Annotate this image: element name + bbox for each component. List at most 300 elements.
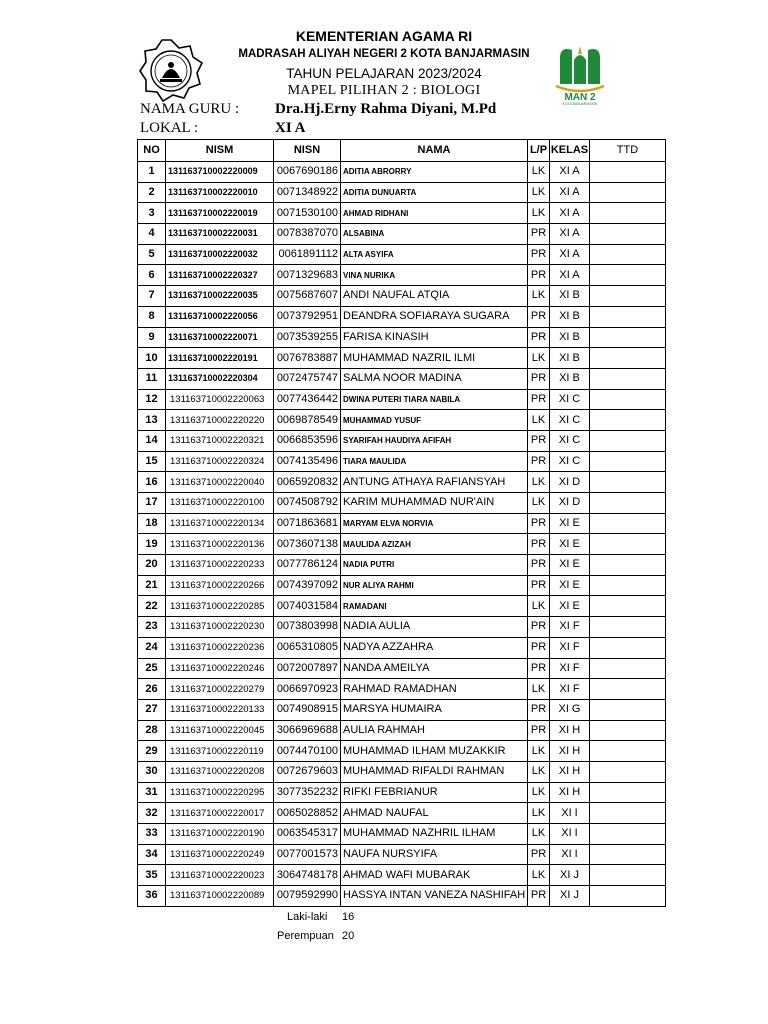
row-lp: PR xyxy=(528,575,550,596)
row-nisn: 0074908915 xyxy=(274,699,341,720)
row-kelas: XI C xyxy=(550,410,590,431)
row-no: 10 xyxy=(138,348,166,369)
row-nisn: 0075687607 xyxy=(274,286,341,307)
row-kelas: XI C xyxy=(550,389,590,410)
row-ttd[interactable] xyxy=(590,865,666,886)
table-row xyxy=(138,637,666,658)
row-no: 29 xyxy=(138,741,166,762)
row-kelas: XI B xyxy=(550,368,590,389)
row-nama: MUHAMMAD YUSUF xyxy=(341,410,528,431)
row-nisn: 0073803998 xyxy=(274,617,341,638)
row-ttd[interactable] xyxy=(590,782,666,803)
row-ttd[interactable] xyxy=(590,803,666,824)
row-lp: LK xyxy=(528,865,550,886)
table-row xyxy=(138,534,666,555)
row-kelas: XI H xyxy=(550,782,590,803)
row-lp: PR xyxy=(528,430,550,451)
table-row xyxy=(138,224,666,245)
subject-title: MAPEL PILIHAN 2 : BIOLOGI xyxy=(287,83,481,98)
row-kelas: XI J xyxy=(550,865,590,886)
row-ttd[interactable] xyxy=(590,368,666,389)
row-kelas: XI B xyxy=(550,348,590,369)
row-nisn: 0069878549 xyxy=(274,410,341,431)
row-ttd[interactable] xyxy=(590,513,666,534)
table-row xyxy=(138,286,666,307)
row-kelas: XI A xyxy=(550,182,590,203)
row-nama: RAMADANI xyxy=(341,596,528,617)
table-row xyxy=(138,782,666,803)
row-nisn: 0071530100 xyxy=(274,203,341,224)
row-kelas: XI C xyxy=(550,451,590,472)
row-no: 13 xyxy=(138,410,166,431)
row-lp: PR xyxy=(528,451,550,472)
row-nama: ALSABINA xyxy=(341,224,528,245)
row-nama: NADYA AZZAHRA xyxy=(341,637,528,658)
row-nama: SALMA NOOR MADINA xyxy=(341,368,528,389)
row-ttd[interactable] xyxy=(590,472,666,493)
row-lp: LK xyxy=(528,679,550,700)
row-ttd[interactable] xyxy=(590,617,666,638)
table-row xyxy=(138,596,666,617)
row-nism: 131163710002220100 xyxy=(166,493,274,514)
teacher-label: NAMA GURU : xyxy=(140,101,240,117)
row-no: 35 xyxy=(138,865,166,886)
row-nisn: 0074470100 xyxy=(274,741,341,762)
row-lp: PR xyxy=(528,513,550,534)
row-kelas: XI B xyxy=(550,327,590,348)
row-nism: 131163710002220045 xyxy=(166,720,274,741)
row-no: 4 xyxy=(138,224,166,245)
table-row xyxy=(138,575,666,596)
man2-logo-sub: KOTA BANJARMASIN xyxy=(562,102,598,106)
row-nism: 131163710002220266 xyxy=(166,575,274,596)
row-nism: 131163710002220119 xyxy=(166,741,274,762)
row-nisn: 0074031584 xyxy=(274,596,341,617)
row-nism: 131163710002220279 xyxy=(166,679,274,700)
row-nism: 131163710002220063 xyxy=(166,389,274,410)
row-nama: ADITIA ABRORRY xyxy=(341,162,528,183)
row-lp: PR xyxy=(528,886,550,907)
teacher-name: Dra.Hj.Erny Rahma Diyani, M.Pd xyxy=(275,101,497,117)
row-no: 7 xyxy=(138,286,166,307)
table-row xyxy=(138,430,666,451)
row-no: 27 xyxy=(138,699,166,720)
table-row xyxy=(138,472,666,493)
row-ttd[interactable] xyxy=(590,596,666,617)
row-kelas: XI E xyxy=(550,596,590,617)
table-row xyxy=(138,761,666,782)
table-row xyxy=(138,182,666,203)
row-nism: 131163710002220220 xyxy=(166,410,274,431)
row-kelas: XI F xyxy=(550,617,590,638)
row-nism: 131163710002220295 xyxy=(166,782,274,803)
row-nisn: 0073607138 xyxy=(274,534,341,555)
row-nism: 131163710002220191 xyxy=(166,348,274,369)
row-no: 2 xyxy=(138,182,166,203)
table-row xyxy=(138,679,666,700)
row-nisn: 0074508792 xyxy=(274,493,341,514)
row-lp: PR xyxy=(528,368,550,389)
row-nama: KARIM MUHAMMAD NUR'AIN xyxy=(341,493,528,514)
row-lp: PR xyxy=(528,637,550,658)
col-header-nisn: NISN xyxy=(274,140,341,162)
row-lp: PR xyxy=(528,658,550,679)
row-lp: LK xyxy=(528,203,550,224)
row-lp: LK xyxy=(528,596,550,617)
row-nama: NADIA AULIA xyxy=(341,617,528,638)
row-no: 21 xyxy=(138,575,166,596)
table-row xyxy=(138,244,666,265)
row-no: 8 xyxy=(138,306,166,327)
row-nism: 131163710002220019 xyxy=(166,203,274,224)
col-header-kelas: KELAS xyxy=(550,140,590,162)
school-title: MADRASAH ALIYAH NEGERI 2 KOTA BANJARMASIN xyxy=(238,48,530,60)
male-label: Laki-laki xyxy=(287,911,328,923)
table-row xyxy=(138,513,666,534)
row-ttd[interactable] xyxy=(590,451,666,472)
row-nama: HASSYA INTAN VANEZA NASHIFAH xyxy=(341,886,528,907)
row-nama: ANDI NAUFAL ATQIA xyxy=(341,286,528,307)
row-no: 36 xyxy=(138,886,166,907)
student-table xyxy=(137,139,666,907)
row-ttd[interactable] xyxy=(590,844,666,865)
row-lp: LK xyxy=(528,761,550,782)
table-row xyxy=(138,699,666,720)
row-lp: LK xyxy=(528,182,550,203)
row-no: 1 xyxy=(138,162,166,183)
row-kelas: XI F xyxy=(550,658,590,679)
row-no: 33 xyxy=(138,824,166,845)
row-kelas: XI E xyxy=(550,534,590,555)
row-no: 32 xyxy=(138,803,166,824)
row-ttd[interactable] xyxy=(590,430,666,451)
row-nama: MUHAMMAD NAZRIL ILMI xyxy=(341,348,528,369)
row-ttd[interactable] xyxy=(590,824,666,845)
row-nama: DEANDRA SOFIARAYA SUGARA xyxy=(341,306,528,327)
row-ttd[interactable] xyxy=(590,720,666,741)
table-row xyxy=(138,617,666,638)
row-lp: LK xyxy=(528,286,550,307)
row-nama: VINA NURIKA xyxy=(341,265,528,286)
col-header-nama: NAMA xyxy=(341,140,528,162)
row-nism: 131163710002220035 xyxy=(166,286,274,307)
row-ttd[interactable] xyxy=(590,244,666,265)
row-nama: MAULIDA AZIZAH xyxy=(341,534,528,555)
row-nisn: 3077352232 xyxy=(274,782,341,803)
row-kelas: XI C xyxy=(550,430,590,451)
row-nisn: 0065920832 xyxy=(274,472,341,493)
row-kelas: XI A xyxy=(550,203,590,224)
row-lp: PR xyxy=(528,244,550,265)
table-row xyxy=(138,824,666,845)
row-nism: 131163710002220230 xyxy=(166,617,274,638)
row-nisn: 0066853596 xyxy=(274,430,341,451)
row-no: 26 xyxy=(138,679,166,700)
row-ttd[interactable] xyxy=(590,224,666,245)
row-kelas: XI A xyxy=(550,224,590,245)
row-lp: PR xyxy=(528,306,550,327)
row-nama: AHMAD WAFI MUBARAK xyxy=(341,865,528,886)
room-label: LOKAL : xyxy=(140,120,199,136)
row-kelas: XI J xyxy=(550,886,590,907)
row-kelas: XI F xyxy=(550,679,590,700)
table-row xyxy=(138,203,666,224)
row-lp: PR xyxy=(528,327,550,348)
table-row xyxy=(138,451,666,472)
row-lp: LK xyxy=(528,782,550,803)
row-no: 16 xyxy=(138,472,166,493)
row-ttd[interactable] xyxy=(590,348,666,369)
row-nama: DWINA PUTERI TIARA NABILA xyxy=(341,389,528,410)
row-nism: 131163710002220056 xyxy=(166,306,274,327)
row-nisn: 0065028852 xyxy=(274,803,341,824)
row-ttd[interactable] xyxy=(590,637,666,658)
table-row xyxy=(138,865,666,886)
row-no: 34 xyxy=(138,844,166,865)
row-no: 24 xyxy=(138,637,166,658)
row-kelas: XI G xyxy=(550,699,590,720)
row-ttd[interactable] xyxy=(590,182,666,203)
row-lp: PR xyxy=(528,389,550,410)
table-row xyxy=(138,741,666,762)
row-nisn: 0077001573 xyxy=(274,844,341,865)
row-nism: 131163710002220208 xyxy=(166,761,274,782)
row-nisn: 0072007897 xyxy=(274,658,341,679)
row-nism: 131163710002220304 xyxy=(166,368,274,389)
ministry-title: KEMENTERIAN AGAMA RI xyxy=(295,28,473,44)
row-kelas: XI F xyxy=(550,637,590,658)
row-nisn: 0072475747 xyxy=(274,368,341,389)
row-nama: MARSYA HUMAIRA xyxy=(341,699,528,720)
row-nisn: 0066970923 xyxy=(274,679,341,700)
row-ttd[interactable] xyxy=(590,575,666,596)
row-nisn: 0077786124 xyxy=(274,555,341,576)
row-nisn: 0072679603 xyxy=(274,761,341,782)
row-nama: ADITIA DUNUARTA xyxy=(341,182,528,203)
row-nisn: 0073792951 xyxy=(274,306,341,327)
row-lp: LK xyxy=(528,162,550,183)
row-ttd[interactable] xyxy=(590,534,666,555)
table-row xyxy=(138,265,666,286)
row-nism: 131163710002220285 xyxy=(166,596,274,617)
row-nama: FARISA KINASIH xyxy=(341,327,528,348)
table-row xyxy=(138,555,666,576)
row-lp: PR xyxy=(528,224,550,245)
row-nisn: 0071329683 xyxy=(274,265,341,286)
row-nisn: 0063545317 xyxy=(274,824,341,845)
man2-logo-text: MAN 2 xyxy=(564,92,596,103)
row-lp: PR xyxy=(528,555,550,576)
row-nism: 131163710002220324 xyxy=(166,451,274,472)
row-no: 20 xyxy=(138,555,166,576)
row-ttd[interactable] xyxy=(590,555,666,576)
row-nisn: 0078387070 xyxy=(274,224,341,245)
table-row xyxy=(138,410,666,431)
row-nama: NANDA AMEILYA xyxy=(341,658,528,679)
col-header-lp: L/P xyxy=(528,140,550,162)
row-nisn: 0076783887 xyxy=(274,348,341,369)
row-lp: PR xyxy=(528,720,550,741)
row-nama: NUR ALIYA RAHMI xyxy=(341,575,528,596)
row-no: 5 xyxy=(138,244,166,265)
row-ttd[interactable] xyxy=(590,761,666,782)
row-kelas: XI A xyxy=(550,162,590,183)
row-lp: LK xyxy=(528,472,550,493)
row-nisn: 3064748178 xyxy=(274,865,341,886)
row-kelas: XI E xyxy=(550,555,590,576)
male-count: 16 xyxy=(342,911,355,923)
row-lp: PR xyxy=(528,617,550,638)
row-ttd[interactable] xyxy=(590,203,666,224)
row-nism: 131163710002220190 xyxy=(166,824,274,845)
row-nama: NAUFA NURSYIFA xyxy=(341,844,528,865)
row-nama: MUHAMMAD ILHAM MUZAKKIR xyxy=(341,741,528,762)
row-nama: SYARIFAH HAUDIYA AFIFAH xyxy=(341,430,528,451)
row-nama: RAHMAD RAMADHAN xyxy=(341,679,528,700)
table-row xyxy=(138,886,666,907)
row-nism: 131163710002220249 xyxy=(166,844,274,865)
row-nama: MARYAM ELVA NORVIA xyxy=(341,513,528,534)
row-kelas: XI I xyxy=(550,803,590,824)
row-kelas: XI D xyxy=(550,493,590,514)
row-lp: PR xyxy=(528,844,550,865)
row-ttd[interactable] xyxy=(590,306,666,327)
row-kelas: XI D xyxy=(550,472,590,493)
row-ttd[interactable] xyxy=(590,327,666,348)
table-row xyxy=(138,368,666,389)
row-nisn: 0061891112 xyxy=(274,244,341,265)
row-nism: 131163710002220023 xyxy=(166,865,274,886)
row-nisn: 0074397092 xyxy=(274,575,341,596)
row-nama: RIFKI FEBRIANUR xyxy=(341,782,528,803)
row-nama: AHMAD NAUFAL xyxy=(341,803,528,824)
row-no: 28 xyxy=(138,720,166,741)
row-kelas: XI H xyxy=(550,741,590,762)
female-count: 20 xyxy=(342,930,355,942)
row-no: 30 xyxy=(138,761,166,782)
row-nama: MUHAMMAD NAZHRIL ILHAM xyxy=(341,824,528,845)
table-header-row xyxy=(138,140,666,162)
row-ttd[interactable] xyxy=(590,741,666,762)
row-kelas: XI B xyxy=(550,286,590,307)
row-lp: PR xyxy=(528,534,550,555)
table-row xyxy=(138,803,666,824)
row-no: 3 xyxy=(138,203,166,224)
row-nism: 131163710002220040 xyxy=(166,472,274,493)
row-nisn: 0077436442 xyxy=(274,389,341,410)
row-no: 19 xyxy=(138,534,166,555)
row-no: 9 xyxy=(138,327,166,348)
row-no: 17 xyxy=(138,493,166,514)
row-kelas: XI E xyxy=(550,575,590,596)
row-kelas: XI A xyxy=(550,265,590,286)
row-no: 18 xyxy=(138,513,166,534)
row-nism: 131163710002220136 xyxy=(166,534,274,555)
table-row xyxy=(138,389,666,410)
row-nama: TIARA MAULIDA xyxy=(341,451,528,472)
row-nama: AULIA RAHMAH xyxy=(341,720,528,741)
row-nisn: 0067690186 xyxy=(274,162,341,183)
row-nism: 131163710002220134 xyxy=(166,513,274,534)
row-ttd[interactable] xyxy=(590,286,666,307)
row-nism: 131163710002220032 xyxy=(166,244,274,265)
row-kelas: XI E xyxy=(550,513,590,534)
row-kelas: XI H xyxy=(550,761,590,782)
row-nism: 131163710002220071 xyxy=(166,327,274,348)
row-ttd[interactable] xyxy=(590,679,666,700)
row-nism: 131163710002220233 xyxy=(166,555,274,576)
row-no: 25 xyxy=(138,658,166,679)
row-kelas: XI A xyxy=(550,244,590,265)
table-row xyxy=(138,162,666,183)
row-no: 23 xyxy=(138,617,166,638)
row-nama: MUHAMMAD RIFALDI RAHMAN xyxy=(341,761,528,782)
table-row xyxy=(138,306,666,327)
table-row xyxy=(138,348,666,369)
row-ttd[interactable] xyxy=(590,410,666,431)
col-header-ttd: TTD xyxy=(590,140,666,162)
row-nisn: 0065310805 xyxy=(274,637,341,658)
row-no: 22 xyxy=(138,596,166,617)
table-row xyxy=(138,720,666,741)
room-value: XI A xyxy=(275,120,306,136)
row-no: 15 xyxy=(138,451,166,472)
row-ttd[interactable] xyxy=(590,886,666,907)
row-nism: 131163710002220089 xyxy=(166,886,274,907)
row-nisn: 0071348922 xyxy=(274,182,341,203)
table-row xyxy=(138,844,666,865)
row-no: 11 xyxy=(138,368,166,389)
row-nism: 131163710002220236 xyxy=(166,637,274,658)
row-ttd[interactable] xyxy=(590,699,666,720)
row-nism: 131163710002220246 xyxy=(166,658,274,679)
row-ttd[interactable] xyxy=(590,389,666,410)
table-row xyxy=(138,327,666,348)
row-ttd[interactable] xyxy=(590,265,666,286)
row-no: 31 xyxy=(138,782,166,803)
row-ttd[interactable] xyxy=(590,162,666,183)
row-kelas: XI I xyxy=(550,844,590,865)
year-title: TAHUN PELAJARAN 2023/2024 xyxy=(286,66,482,81)
row-kelas: XI I xyxy=(550,824,590,845)
row-lp: LK xyxy=(528,410,550,431)
row-nisn: 0074135496 xyxy=(274,451,341,472)
row-nism: 131163710002220010 xyxy=(166,182,274,203)
row-ttd[interactable] xyxy=(590,658,666,679)
row-nism: 131163710002220009 xyxy=(166,162,274,183)
row-kelas: XI H xyxy=(550,720,590,741)
row-nisn: 0071863681 xyxy=(274,513,341,534)
row-lp: LK xyxy=(528,824,550,845)
row-no: 6 xyxy=(138,265,166,286)
row-lp: PR xyxy=(528,265,550,286)
row-no: 14 xyxy=(138,430,166,451)
row-nism: 131163710002220321 xyxy=(166,430,274,451)
table-row xyxy=(138,493,666,514)
row-ttd[interactable] xyxy=(590,493,666,514)
row-nism: 131163710002220031 xyxy=(166,224,274,245)
row-nama: ANTUNG ATHAYA RAFIANSYAH xyxy=(341,472,528,493)
female-label: Perempuan xyxy=(277,930,334,942)
row-kelas: XI B xyxy=(550,306,590,327)
row-lp: LK xyxy=(528,741,550,762)
row-lp: LK xyxy=(528,348,550,369)
table-row xyxy=(138,658,666,679)
row-nama: AHMAD RIDHANI xyxy=(341,203,528,224)
row-lp: LK xyxy=(528,803,550,824)
row-lp: PR xyxy=(528,699,550,720)
row-nism: 131163710002220133 xyxy=(166,699,274,720)
